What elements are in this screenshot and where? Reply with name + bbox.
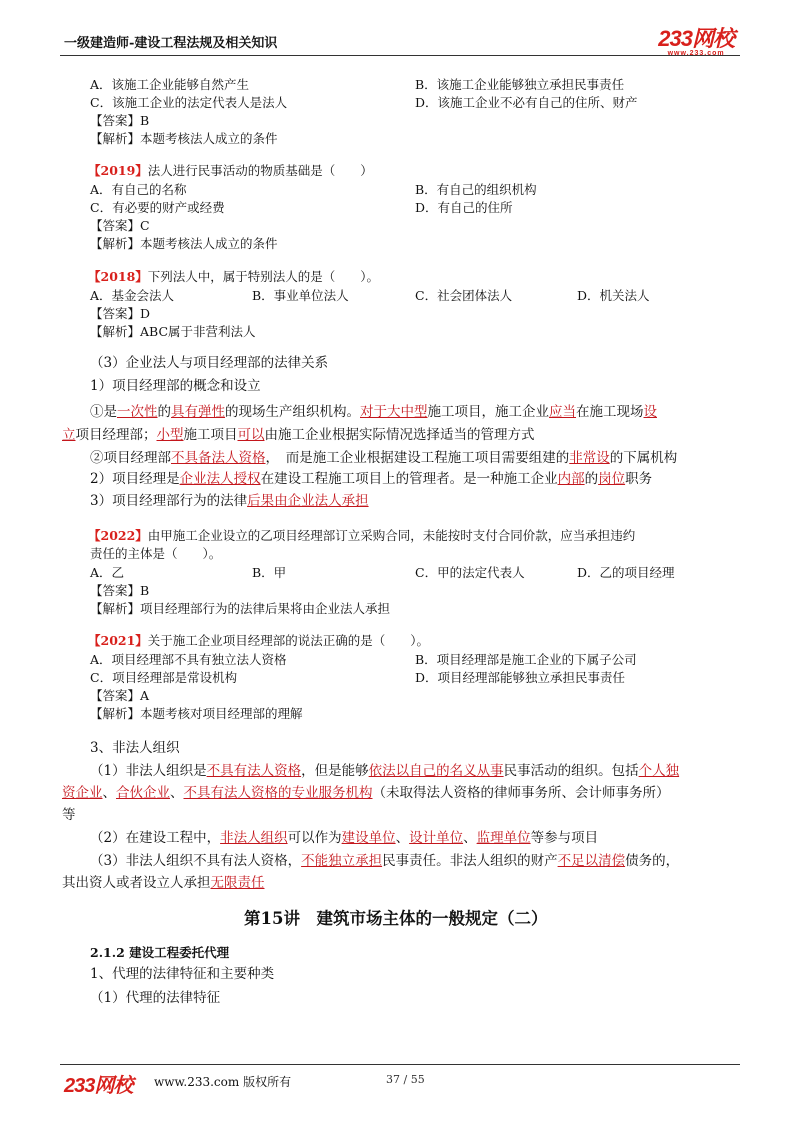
paragraph-line: 3）项目经理部行为的法律后果由企业法人承担 bbox=[90, 493, 369, 509]
section-heading: （3）企业法人与项目经理部的法律关系 bbox=[90, 355, 329, 371]
brand-logo: 233网校 www.233.com bbox=[658, 26, 734, 57]
option-c: C．该施工企业的法定代表人是法人 bbox=[90, 95, 288, 110]
subheading: 1）项目经理部的概念和设立 bbox=[90, 378, 261, 394]
option-b: B．事业单位法人 bbox=[252, 288, 349, 303]
footer-rule bbox=[60, 1064, 740, 1065]
year-tag: 【2019】 bbox=[88, 163, 148, 178]
year-tag: 【2022】 bbox=[88, 528, 148, 543]
analysis: 【解析】本题考核法人成立的条件 bbox=[90, 131, 278, 146]
option-b: B．项目经理部是施工企业的下属子公司 bbox=[415, 652, 637, 667]
footer-logo: 233网校 bbox=[64, 1075, 133, 1097]
option-a: A．基金会法人 bbox=[90, 288, 175, 303]
option-c: C．甲的法定代表人 bbox=[415, 565, 525, 580]
year-tag: 【2021】 bbox=[88, 633, 148, 648]
answer: 【答案】B bbox=[90, 583, 150, 598]
header-rule bbox=[60, 55, 740, 56]
paragraph-line: （1）非法人组织是不具有法人资格，但是能够依法以自己的名义从事民事活动的组织。包括个人独 bbox=[90, 763, 680, 779]
analysis: 【解析】ABC属于非营利法人 bbox=[90, 324, 256, 339]
section-heading: 3、非法人组织 bbox=[90, 740, 180, 756]
analysis: 【解析】项目经理部行为的法律后果将由企业法人承担 bbox=[90, 601, 391, 616]
year-tag: 【2018】 bbox=[88, 269, 148, 284]
document-header-title: 一级建造师-建设工程法规及相关知识 bbox=[64, 36, 278, 51]
paragraph-line: （3）非法人组织不具有法人资格，不能独立承担民事责任。非法人组织的财产不足以清偿债务的， bbox=[90, 853, 680, 869]
option-d: D．项目经理部能够独立承担民事责任 bbox=[415, 670, 626, 685]
answer: 【答案】A bbox=[90, 688, 150, 703]
paragraph-line: （2）在建设工程中，非法人组织可以作为建设单位、设计单位、监理单位等参与项目 bbox=[90, 830, 599, 846]
analysis: 【解析】本题考核对项目经理部的理解 bbox=[90, 706, 303, 721]
option-c: C．社会团体法人 bbox=[415, 288, 513, 303]
option-c: C．有必要的财产或经费 bbox=[90, 200, 225, 215]
option-d: D．该施工企业不必有自己的住所、财产 bbox=[415, 95, 638, 110]
option-c: C．项目经理部是常设机构 bbox=[90, 670, 238, 685]
option-b: B．该施工企业能够独立承担民事责任 bbox=[415, 77, 625, 92]
option-d: D．机关法人 bbox=[577, 288, 650, 303]
lecture-title: 第15讲 建筑市场主体的一般规定（二） bbox=[244, 909, 548, 928]
question-2019-stem: 【2019】法人进行民事活动的物质基础是（ ） bbox=[88, 163, 373, 178]
analysis: 【解析】本题考核法人成立的条件 bbox=[90, 236, 278, 251]
option-b: B．有自己的组织机构 bbox=[415, 182, 537, 197]
page-number: 37 / 55 bbox=[386, 1073, 425, 1086]
paragraph-line: 立项目经理部；小型施工项目可以由施工企业根据实际情况选择适当的管理方式 bbox=[62, 427, 535, 443]
question-2022-stem-cont: 责任的主体是（ ）。 bbox=[90, 546, 222, 561]
answer: 【答案】D bbox=[90, 306, 151, 321]
subheading: 1、代理的法律特征和主要种类 bbox=[90, 966, 275, 982]
footer-copyright: www.233.com 版权所有 bbox=[154, 1075, 292, 1089]
option-d: D．乙的项目经理 bbox=[577, 565, 675, 580]
paragraph-line: 等 bbox=[62, 807, 76, 823]
question-2022-stem: 【2022】由甲施工企业设立的乙项目经理部订立采购合同，未能按时支付合同价款，应当承担违约 bbox=[88, 528, 636, 543]
paragraph-line: ①是一次性的具有弹性的现场生产组织机构。对于大中型施工项目，施工企业应当在施工现场设 bbox=[90, 404, 657, 420]
option-a: A．项目经理部不具有独立法人资格 bbox=[90, 652, 287, 667]
option-a: A．该施工企业能够自然产生 bbox=[90, 77, 250, 92]
option-d: D．有自己的住所 bbox=[415, 200, 513, 215]
answer: 【答案】C bbox=[90, 218, 150, 233]
option-b: B．甲 bbox=[252, 565, 287, 580]
paragraph-line: 2）项目经理是企业法人授权在建设工程施工项目上的管理者。是一种施工企业内部的岗位职务 bbox=[90, 471, 653, 487]
answer: 【答案】B bbox=[90, 113, 150, 128]
question-2018-stem: 【2018】下列法人中，属于特别法人的是（ ）。 bbox=[88, 269, 380, 284]
option-a: A．乙 bbox=[90, 565, 125, 580]
option-a: A．有自己的名称 bbox=[90, 182, 187, 197]
subsection-heading: 2.1.2 建设工程委托代理 bbox=[90, 945, 230, 960]
paragraph-line: 其出资人或者设立人承担无限责任 bbox=[62, 875, 265, 891]
subheading: （1）代理的法律特征 bbox=[90, 990, 221, 1006]
paragraph-line: 资企业、合伙企业、不具有法人资格的专业服务机构（未取得法人资格的律师事务所、会计师事务所） bbox=[62, 785, 670, 801]
question-2021-stem: 【2021】关于施工企业项目经理部的说法正确的是（ ）。 bbox=[88, 633, 430, 648]
paragraph-line: ②项目经理部不具备法人资格， 而是施工企业根据建设工程施工项目需要组建的非常设的下属机构 bbox=[90, 450, 678, 466]
